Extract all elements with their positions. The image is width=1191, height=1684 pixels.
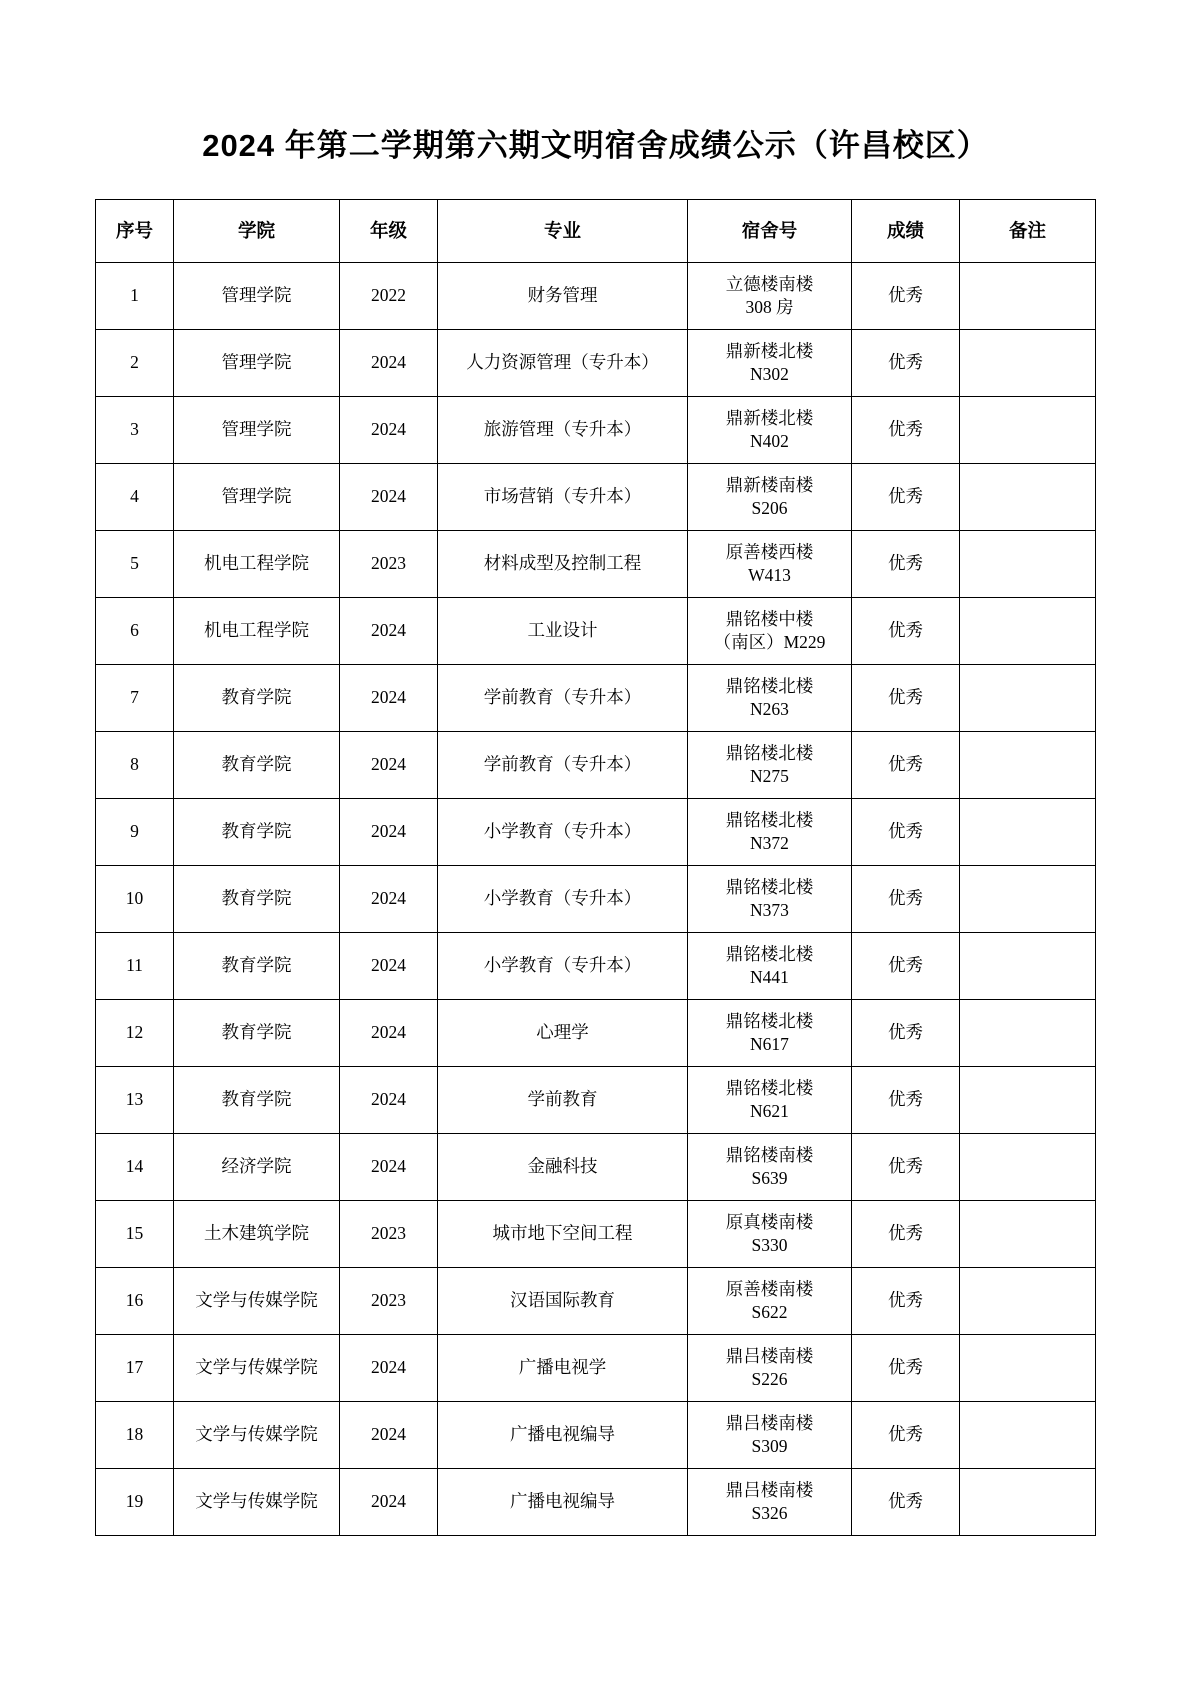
cell-dormitory [688,933,852,1000]
cell-index: 2 [96,330,174,397]
cell-index: 18 [96,1402,174,1469]
cell-grade: 2024 [340,866,438,933]
cell-note [960,464,1096,531]
dormitory-building: 原真楼南楼 [725,1211,814,1232]
cell-dormitory [688,732,852,799]
table-row [96,1402,1096,1469]
cell-index: 15 [96,1201,174,1268]
cell-college: 管理学院 [174,330,340,397]
cell-score: 优秀 [852,1469,960,1536]
cell-college: 土木建筑学院 [174,1201,340,1268]
cell-grade: 2024 [340,330,438,397]
cell-college: 管理学院 [174,263,340,330]
dormitory-building: 鼎吕楼南楼 [725,1479,814,1500]
table-row [96,464,1096,531]
cell-dormitory [688,1000,852,1067]
cell-dormitory [688,866,852,933]
cell-major: 学前教育 [438,1067,688,1134]
dormitory-score-table [95,199,1096,1536]
dormitory-room: W413 [748,565,791,585]
cell-score: 优秀 [852,531,960,598]
column-header-dorm: 宿舍号 [688,200,852,263]
cell-note [960,732,1096,799]
dormitory-building: 鼎铭楼中楼 [725,608,814,629]
column-header-major: 专业 [438,200,688,263]
cell-grade: 2023 [340,1268,438,1335]
dormitory-building: 鼎铭楼北楼 [725,742,814,763]
cell-score: 优秀 [852,1134,960,1201]
dormitory-room: N275 [750,766,789,786]
dormitory-room: N373 [750,900,789,920]
cell-score: 优秀 [852,397,960,464]
table-row [96,933,1096,1000]
column-header-index: 序号 [96,200,174,263]
table-row [96,1469,1096,1536]
cell-grade: 2024 [340,464,438,531]
cell-index: 5 [96,531,174,598]
dormitory-building: 原善楼南楼 [725,1278,814,1299]
cell-major: 心理学 [438,1000,688,1067]
cell-college: 管理学院 [174,464,340,531]
cell-college: 文学与传媒学院 [174,1335,340,1402]
cell-note [960,866,1096,933]
cell-note [960,1134,1096,1201]
dormitory-building: 鼎吕楼南楼 [725,1412,814,1433]
table-row [96,1067,1096,1134]
cell-grade: 2024 [340,598,438,665]
cell-dormitory [688,665,852,732]
cell-major: 金融科技 [438,1134,688,1201]
cell-major: 市场营销（专升本） [438,464,688,531]
dormitory-room: N617 [750,1034,789,1054]
table-row [96,1268,1096,1335]
cell-score: 优秀 [852,1201,960,1268]
cell-grade: 2023 [340,531,438,598]
dormitory-building: 鼎新楼北楼 [725,340,814,361]
column-header-note: 备注 [960,200,1096,263]
table-row [96,1335,1096,1402]
cell-dormitory [688,263,852,330]
column-header-grade: 年级 [340,200,438,263]
cell-score: 优秀 [852,933,960,1000]
cell-major: 广播电视编导 [438,1402,688,1469]
dormitory-building: 鼎铭楼北楼 [725,876,814,897]
table-row [96,866,1096,933]
cell-major: 旅游管理（专升本） [438,397,688,464]
cell-college: 教育学院 [174,933,340,1000]
cell-dormitory [688,1335,852,1402]
table-row [96,732,1096,799]
dormitory-building: 鼎铭楼北楼 [725,809,814,830]
cell-college: 文学与传媒学院 [174,1268,340,1335]
cell-dormitory [688,598,852,665]
cell-grade: 2024 [340,799,438,866]
cell-note [960,1268,1096,1335]
table-header [96,200,1096,263]
cell-index: 17 [96,1335,174,1402]
cell-note [960,330,1096,397]
dormitory-room: S206 [751,498,788,518]
cell-note [960,799,1096,866]
table-row [96,330,1096,397]
dormitory-room: N621 [750,1101,789,1121]
table-row [96,665,1096,732]
cell-grade: 2023 [340,1201,438,1268]
cell-dormitory [688,1201,852,1268]
dormitory-room: N263 [750,699,789,719]
cell-major: 广播电视编导 [438,1469,688,1536]
table-header-row [96,200,1096,263]
page-title: 2024 年第二学期第六期文明宿舍成绩公示（许昌校区） [202,128,989,163]
cell-major: 学前教育（专升本） [438,732,688,799]
cell-college: 教育学院 [174,732,340,799]
cell-index: 3 [96,397,174,464]
dormitory-room: N302 [750,364,789,384]
cell-college: 教育学院 [174,665,340,732]
table-row [96,1000,1096,1067]
cell-dormitory [688,1134,852,1201]
cell-index: 1 [96,263,174,330]
table-row [96,531,1096,598]
cell-major: 城市地下空间工程 [438,1201,688,1268]
table-row [96,1201,1096,1268]
dormitory-room: N372 [750,833,789,853]
dormitory-building: 鼎新楼南楼 [725,474,814,495]
dormitory-building: 鼎铭楼北楼 [725,1077,814,1098]
cell-score: 优秀 [852,1335,960,1402]
cell-major: 人力资源管理（专升本） [438,330,688,397]
cell-dormitory [688,1268,852,1335]
cell-score: 优秀 [852,464,960,531]
cell-note [960,263,1096,330]
cell-dormitory [688,799,852,866]
cell-index: 12 [96,1000,174,1067]
cell-college: 文学与传媒学院 [174,1402,340,1469]
cell-grade: 2024 [340,397,438,464]
table-row [96,598,1096,665]
dormitory-room: N402 [750,431,789,451]
cell-index: 4 [96,464,174,531]
cell-index: 6 [96,598,174,665]
cell-dormitory [688,531,852,598]
cell-grade: 2024 [340,1469,438,1536]
dormitory-building: 鼎铭楼北楼 [725,943,814,964]
table-body [96,263,1096,1536]
cell-index: 11 [96,933,174,1000]
cell-score: 优秀 [852,1268,960,1335]
cell-college: 经济学院 [174,1134,340,1201]
cell-score: 优秀 [852,799,960,866]
cell-note [960,1335,1096,1402]
cell-note [960,1469,1096,1536]
cell-note [960,665,1096,732]
dormitory-room: S326 [751,1503,788,1523]
table-row [96,397,1096,464]
cell-index: 19 [96,1469,174,1536]
table-row [96,799,1096,866]
cell-college: 教育学院 [174,799,340,866]
cell-index: 14 [96,1134,174,1201]
cell-college: 教育学院 [174,1000,340,1067]
cell-note [960,1201,1096,1268]
dormitory-building: 鼎铭楼北楼 [725,675,814,696]
cell-index: 16 [96,1268,174,1335]
cell-grade: 2022 [340,263,438,330]
cell-index: 10 [96,866,174,933]
dormitory-building: 鼎铭楼南楼 [725,1144,814,1165]
dormitory-building: 鼎新楼北楼 [725,407,814,428]
table-row [96,263,1096,330]
dormitory-room: S309 [751,1436,788,1456]
dormitory-building: 鼎铭楼北楼 [725,1010,814,1031]
cell-major: 工业设计 [438,598,688,665]
cell-note [960,531,1096,598]
cell-college: 文学与传媒学院 [174,1469,340,1536]
cell-note [960,1067,1096,1134]
cell-dormitory [688,330,852,397]
cell-grade: 2024 [340,665,438,732]
cell-major: 小学教育（专升本） [438,933,688,1000]
cell-score: 优秀 [852,1067,960,1134]
cell-major: 材料成型及控制工程 [438,531,688,598]
dormitory-building: 原善楼西楼 [725,541,814,562]
cell-note [960,1000,1096,1067]
dormitory-building: 鼎吕楼南楼 [725,1345,814,1366]
cell-college: 管理学院 [174,397,340,464]
cell-grade: 2024 [340,1000,438,1067]
column-header-score: 成绩 [852,200,960,263]
cell-major: 小学教育（专升本） [438,799,688,866]
cell-college: 机电工程学院 [174,598,340,665]
cell-score: 优秀 [852,263,960,330]
cell-major: 汉语国际教育 [438,1268,688,1335]
cell-major: 财务管理 [438,263,688,330]
cell-note [960,1402,1096,1469]
cell-index: 7 [96,665,174,732]
dormitory-room: （南区）M229 [713,632,826,652]
cell-dormitory [688,397,852,464]
dormitory-room: N441 [750,967,789,987]
cell-grade: 2024 [340,1067,438,1134]
cell-dormitory [688,1067,852,1134]
dormitory-building: 立德楼南楼 [725,273,814,294]
table-row [96,1134,1096,1201]
dormitory-room: S622 [751,1302,788,1322]
cell-grade: 2024 [340,732,438,799]
dormitory-room: S639 [751,1168,788,1188]
dormitory-room: 308 房 [745,297,794,317]
cell-major: 学前教育（专升本） [438,665,688,732]
cell-score: 优秀 [852,732,960,799]
cell-dormitory [688,464,852,531]
dormitory-room: S330 [751,1235,788,1255]
cell-score: 优秀 [852,665,960,732]
cell-note [960,397,1096,464]
cell-index: 8 [96,732,174,799]
cell-index: 9 [96,799,174,866]
cell-score: 优秀 [852,1000,960,1067]
cell-grade: 2024 [340,1402,438,1469]
cell-dormitory [688,1469,852,1536]
cell-index: 13 [96,1067,174,1134]
dormitory-room: S226 [751,1369,788,1389]
cell-dormitory [688,1402,852,1469]
cell-major: 广播电视学 [438,1335,688,1402]
cell-grade: 2024 [340,1335,438,1402]
cell-college: 教育学院 [174,1067,340,1134]
cell-college: 教育学院 [174,866,340,933]
cell-note [960,933,1096,1000]
cell-grade: 2024 [340,933,438,1000]
cell-note [960,598,1096,665]
cell-college: 机电工程学院 [174,531,340,598]
cell-major: 小学教育（专升本） [438,866,688,933]
cell-score: 优秀 [852,330,960,397]
cell-score: 优秀 [852,598,960,665]
cell-score: 优秀 [852,1402,960,1469]
column-header-college: 学院 [174,200,340,263]
cell-grade: 2024 [340,1134,438,1201]
cell-score: 优秀 [852,866,960,933]
